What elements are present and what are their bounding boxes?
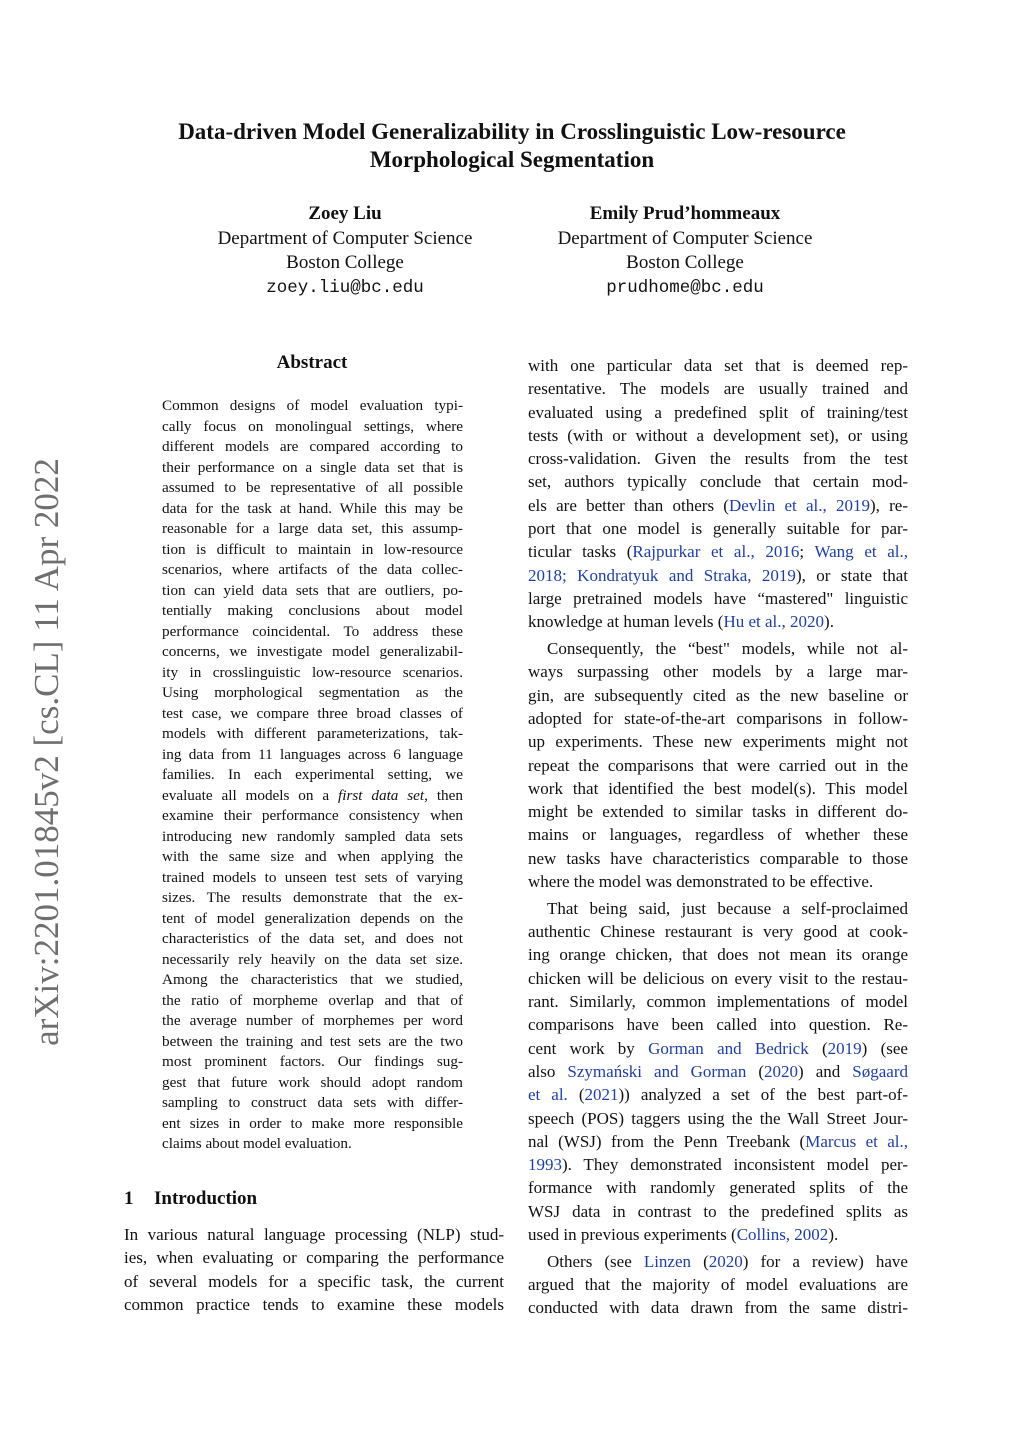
author-block bbox=[165, 202, 525, 300]
body-line: els are better than others (Devlin et al., 2019), re- bbox=[528, 495, 909, 515]
body-line: Consequently, the “best" models, while not al- bbox=[547, 639, 908, 659]
citation-link[interactable]: Rajpurkar et al., 2016 bbox=[632, 542, 800, 562]
citation-link[interactable]: 2019 bbox=[827, 1038, 862, 1058]
author-institution: Boston College bbox=[626, 252, 744, 273]
abstract-line: ity in crosslinguistic low-resource scenarios. bbox=[162, 663, 463, 681]
abstract-line: between the training and test sets are the two bbox=[162, 1032, 463, 1050]
body-line: common practice tends to examine these models bbox=[124, 1294, 504, 1314]
body-line: work that identified the best model(s). This model bbox=[528, 778, 908, 798]
body-line: authentic Chinese restaurant is very good at cook- bbox=[528, 922, 908, 942]
abstract-line: tion is difficult to maintain in low-resource bbox=[162, 540, 463, 558]
abstract-line: evaluate all models on a first data set, then bbox=[162, 786, 463, 804]
body-line: speech (POS) taggers using the the Wall Street Jour- bbox=[528, 1108, 908, 1128]
abstract-line: models with different parameterizations, tak- bbox=[162, 725, 463, 742]
body-line: et al. (2021)) analyzed a set of the best part-of- bbox=[528, 1085, 908, 1105]
emphasis: first data set bbox=[338, 786, 425, 804]
body-line: argued that the majority of model evaluations are bbox=[528, 1275, 908, 1295]
section-title: Introduction bbox=[154, 1188, 258, 1209]
citation-link[interactable]: 2021 bbox=[584, 1085, 619, 1105]
abstract-line: Common designs of model evaluation typi- bbox=[162, 397, 463, 414]
abstract-line: data for the task at hand. While this may be bbox=[162, 499, 463, 517]
body-line: up experiments. These new experiments might not bbox=[528, 732, 908, 752]
citation-link[interactable]: 2020 bbox=[708, 1251, 743, 1271]
abstract-line: gest that future work should adopt random bbox=[162, 1073, 463, 1091]
body-line: set, authors typically conclude that certain mod- bbox=[528, 472, 908, 492]
body-line: port that one model is generally suitable for par- bbox=[528, 519, 908, 539]
body-line: ways surpassing other models by a large mar- bbox=[528, 662, 908, 682]
abstract-line: sampling to construct data sets with differ- bbox=[162, 1094, 463, 1111]
abstract-line: introducing new randomly sampled data sets bbox=[162, 827, 463, 845]
body-line: That being said, just because a self-proclaimed bbox=[547, 898, 908, 918]
body-line: WSJ data in contrast to the predefined splits as bbox=[528, 1201, 908, 1221]
abstract-line: assumed to be representative of all possible bbox=[162, 479, 463, 496]
author-department: Department of Computer Science bbox=[557, 227, 813, 249]
citation-link[interactable]: Wang et al., bbox=[814, 542, 909, 562]
citation-link[interactable]: 1993 bbox=[528, 1155, 562, 1175]
citation-link[interactable]: Hu et al., 2020 bbox=[723, 612, 825, 632]
abstract-line: performance coincidental. To address these bbox=[162, 622, 463, 640]
author-block bbox=[505, 202, 865, 300]
author-department: Department of Computer Science bbox=[217, 227, 473, 249]
abstract-line: reasonable for a large data set, this assump- bbox=[162, 520, 463, 537]
abstract-line: test case, we compare three broad classes of bbox=[162, 704, 463, 722]
citation-link[interactable]: Szymański and Gorman bbox=[567, 1061, 747, 1081]
citation-link[interactable]: Collins, 2002 bbox=[736, 1224, 829, 1244]
citation-link[interactable]: Marcus et al., bbox=[805, 1131, 908, 1151]
abstract-line: tentially making conclusions about model bbox=[162, 602, 463, 619]
author-name: Zoey Liu bbox=[308, 203, 382, 224]
abstract-line: cally focus on monolingual settings, where bbox=[162, 417, 463, 435]
abstract-line: ent sizes in order to make more responsible bbox=[162, 1114, 463, 1132]
body-line: chicken will be delicious on every visit to the restau- bbox=[528, 968, 908, 988]
body-line: mains or languages, regardless of whether these bbox=[528, 825, 908, 845]
author-email[interactable]: prudhome@bc.edu bbox=[606, 277, 764, 298]
body-line: repeat the comparisons that were carried out in the bbox=[528, 755, 908, 775]
abstract-line: the average number of morphemes per word bbox=[162, 1012, 463, 1029]
section-number: 1 bbox=[124, 1188, 134, 1209]
body-line: comparisons have been called into question. Re- bbox=[528, 1015, 908, 1035]
author-email[interactable]: zoey.liu@bc.edu bbox=[266, 277, 424, 298]
abstract-line: trained models to unseen test sets of varying bbox=[162, 868, 463, 886]
abstract-line: Among the characteristics that we studied, bbox=[162, 971, 463, 988]
title-line: Morphological Segmentation bbox=[369, 147, 655, 172]
body-line: of several models for a specific task, the current bbox=[124, 1271, 504, 1291]
left-column-body bbox=[124, 1223, 504, 1316]
abstract-line: tent of model generalization depends on the bbox=[162, 909, 463, 927]
abstract-line: their performance on a single data set that is bbox=[162, 458, 463, 476]
abstract-line: tion can yield data sets that are outliers, po- bbox=[162, 581, 463, 599]
body-line: tests (with or without a development set), or using bbox=[528, 425, 908, 445]
abstract-line: scenarios, where artifacts of the data collec- bbox=[162, 561, 463, 578]
body-line: Others (see Linzen (2020) for a review) have bbox=[547, 1251, 908, 1271]
citation-link[interactable]: Linzen bbox=[643, 1251, 692, 1271]
citation-link[interactable]: Kondratyuk and Straka, 2019 bbox=[577, 565, 796, 585]
abstract-line: examine their performance consistency when bbox=[162, 807, 463, 824]
body-line: might be extended to similar tasks in different do- bbox=[528, 802, 908, 822]
body-line: large pretrained models have “mastered" linguistic bbox=[528, 588, 908, 608]
citation-link[interactable]: Gorman and Bedrick bbox=[648, 1038, 809, 1058]
abstract-line: with the same size and when applying the bbox=[162, 848, 463, 865]
abstract-heading: Abstract bbox=[276, 352, 348, 373]
body-line: formance with randomly generated splits of the bbox=[528, 1178, 908, 1198]
abstract-line: necessarily rely heavily on the data set size. bbox=[162, 950, 463, 968]
abstract-line: different models are compared according to bbox=[162, 438, 463, 455]
body-line: 2018; Kondratyuk and Straka, 2019), or state that bbox=[528, 565, 908, 585]
body-line: with one particular data set that is deemed rep- bbox=[528, 356, 908, 375]
right-column-body bbox=[528, 354, 908, 1320]
citation-link[interactable]: Søgaard bbox=[852, 1061, 908, 1081]
body-line: cross-validation. Given the results from the test bbox=[528, 449, 908, 469]
author-name: Emily Prud’hommeaux bbox=[589, 203, 781, 224]
body-line: new tasks have characteristics comparable to those bbox=[528, 848, 908, 868]
body-line: cent work by Gorman and Bedrick (2019) (see bbox=[528, 1038, 908, 1058]
abstract-line: Using morphological segmentation as the bbox=[162, 684, 463, 701]
citation-link[interactable]: 2018 bbox=[528, 565, 562, 585]
abstract-line: sizes. The results demonstrate that the ex- bbox=[162, 889, 463, 906]
body-line: ing orange chicken, that does not mean its orange bbox=[528, 945, 908, 965]
section-heading bbox=[124, 1188, 257, 1210]
body-line: ticular tasks (Rajpurkar et al., 2016; Wang et al., bbox=[528, 542, 909, 562]
abstract-line: ing data from 11 languages across 6 language bbox=[162, 745, 463, 763]
body-line: knowledge at human levels (Hu et al., 2020). bbox=[528, 612, 834, 632]
body-line: 1993). They demonstrated inconsistent model per- bbox=[528, 1155, 908, 1175]
citation-link[interactable]: Devlin et al., 2019 bbox=[728, 495, 870, 515]
body-line: rant. Similarly, common implementations of model bbox=[528, 992, 908, 1012]
body-line: also Szymański and Gorman (2020) and Søgaard bbox=[528, 1061, 908, 1081]
body-line: ies, when evaluating or comparing the performance bbox=[124, 1248, 504, 1268]
abstract-line: most prominent factors. Our findings sug- bbox=[162, 1053, 463, 1070]
body-line: where the model was demonstrated to be effective. bbox=[528, 872, 874, 892]
body-line: resentative. The models are usually trained and bbox=[528, 379, 908, 399]
body-line: In various natural language processing (NLP) stud- bbox=[124, 1225, 504, 1244]
title-line: Data-driven Model Generalizability in Crosslinguistic Low-resource bbox=[178, 119, 846, 144]
paper-title bbox=[120, 118, 904, 174]
abstract-body bbox=[162, 396, 463, 1155]
abstract-line: families. In each experimental setting, we bbox=[162, 766, 463, 783]
body-line: evaluated using a predefined split of training/test bbox=[528, 402, 908, 422]
body-line: gin, are subsequently cited as the new baseline or bbox=[528, 685, 908, 705]
arxiv-stamp: arXiv:2201.01845v2 [cs.CL] 11 Apr 2022 bbox=[27, 458, 66, 1046]
body-line: adopted for state-of-the-art comparisons in follow- bbox=[528, 708, 908, 728]
citation-link[interactable]: et al. bbox=[528, 1085, 568, 1105]
body-line: nal (WSJ) from the Penn Treebank (Marcus et al., bbox=[528, 1131, 908, 1151]
abstract-line: characteristics of the data set, and does not bbox=[162, 930, 463, 947]
abstract-line: the ratio of morpheme overlap and that of bbox=[162, 991, 463, 1009]
body-line: conducted with data drawn from the same distri- bbox=[528, 1298, 908, 1318]
citation-link[interactable]: 2020 bbox=[764, 1061, 799, 1081]
abstract-line: concerns, we investigate model generalizabil- bbox=[162, 643, 463, 660]
body-line: used in previous experiments (Collins, 2002). bbox=[528, 1224, 839, 1244]
author-institution: Boston College bbox=[286, 252, 404, 273]
abstract-line: claims about model evaluation. bbox=[162, 1135, 352, 1152]
